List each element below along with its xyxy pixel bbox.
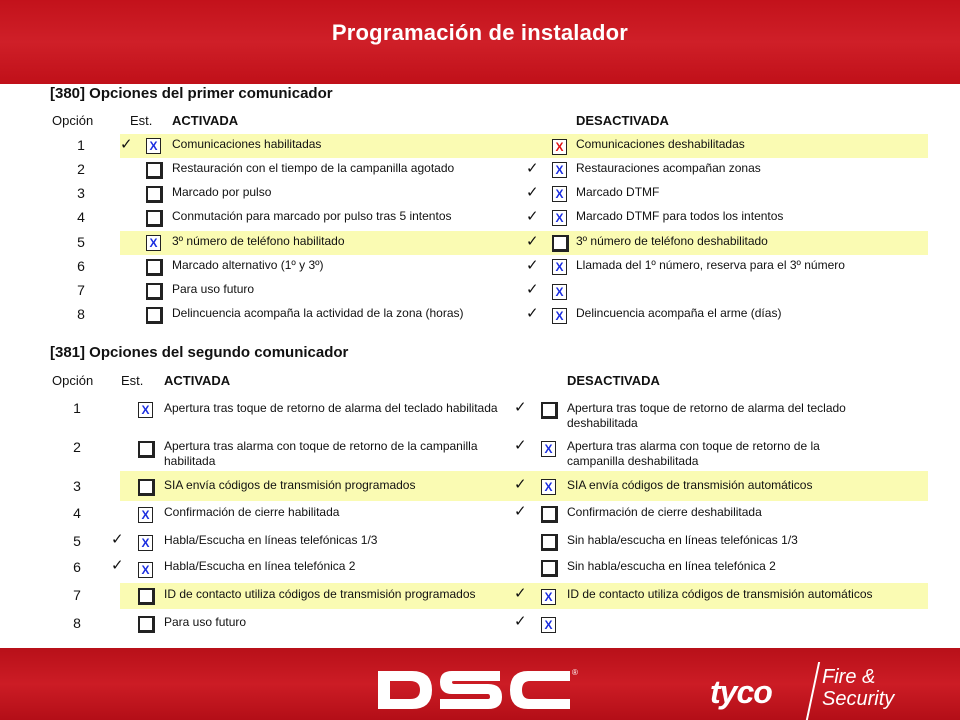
checkbox[interactable]: [146, 162, 163, 179]
x-mark[interactable]: X: [541, 617, 556, 633]
option-on-text: ID de contacto utiliza códigos de transmisión programados: [164, 587, 476, 601]
col-off-381: DESACTIVADA: [567, 373, 660, 388]
checkbox[interactable]: [138, 479, 155, 496]
checkbox[interactable]: [552, 235, 569, 252]
option-number: 1: [73, 400, 81, 416]
check-mark: ✓: [526, 207, 539, 225]
option-off-text: Sin habla/escucha en línea telefónica 2: [567, 559, 776, 573]
check-mark: ✓: [111, 530, 124, 548]
check-mark: ✓: [526, 256, 539, 274]
checkbox[interactable]: [146, 259, 163, 276]
check-mark: ✓: [120, 135, 133, 153]
checkbox[interactable]: [541, 402, 558, 419]
x-mark[interactable]: X: [541, 441, 556, 457]
check-mark: ✓: [526, 232, 539, 250]
x-mark[interactable]: X: [138, 562, 153, 578]
option-on-text: Restauración con el tiempo de la campanilla agotado: [172, 161, 455, 175]
option-off-text: ID de contacto utiliza códigos de transmisión automáticos: [567, 587, 873, 601]
check-mark: ✓: [514, 502, 527, 520]
option-number: 2: [77, 161, 85, 177]
option-on-text: Apertura tras toque de retorno de alarma del teclado habilitada: [164, 401, 498, 415]
col-state-380: Est.: [130, 113, 153, 128]
dsc-logo: [376, 667, 572, 713]
option-off-text: SIA envía códigos de transmisión automáticos: [567, 478, 813, 492]
option-off-text: Apertura tras alarma con toque de retorno de la campanilla deshabilitada: [567, 439, 820, 468]
col-on-380: ACTIVADA: [172, 113, 239, 128]
option-on-text: Para uso futuro: [164, 615, 247, 629]
option-on-text: Comunicaciones habilitadas: [172, 137, 322, 151]
x-mark[interactable]: X: [138, 402, 153, 418]
col-state-381: Est.: [121, 373, 144, 388]
option-number: 4: [73, 505, 81, 521]
x-mark[interactable]: X: [138, 535, 153, 551]
check-mark: ✓: [111, 556, 124, 574]
x-mark[interactable]: X: [146, 138, 161, 154]
checkbox[interactable]: [146, 186, 163, 203]
x-mark[interactable]: X: [541, 479, 556, 495]
option-on-text: Para uso futuro: [172, 282, 255, 296]
option-off-text: Comunicaciones deshabilitadas: [576, 137, 745, 151]
option-number: 5: [77, 234, 85, 250]
option-on-text: Delincuencia acompaña la actividad de la zona (horas): [172, 306, 464, 320]
option-off-text: Marcado DTMF para todos los intentos: [576, 209, 784, 223]
check-mark: ✓: [526, 159, 539, 177]
checkbox[interactable]: [138, 616, 155, 633]
option-off-text: Confirmación de cierre deshabilitada: [567, 505, 762, 519]
x-mark[interactable]: X: [552, 139, 567, 155]
option-number: 7: [73, 587, 81, 603]
option-number: 5: [73, 533, 81, 549]
option-number: 8: [77, 306, 85, 322]
option-off-text: 3º número de teléfono deshabilitado: [576, 234, 768, 248]
logo-divider: [806, 662, 820, 720]
col-off-380: DESACTIVADA: [576, 113, 669, 128]
checkbox[interactable]: [138, 441, 155, 458]
option-on-text: SIA envía códigos de transmisión programados: [164, 478, 416, 492]
option-on-text: Marcado por pulso: [172, 185, 272, 199]
option-number: 8: [73, 615, 81, 631]
checkbox[interactable]: [541, 506, 558, 523]
x-mark[interactable]: X: [552, 259, 567, 275]
checkbox[interactable]: [541, 534, 558, 551]
col-on-381: ACTIVADA: [164, 373, 231, 388]
header-band: [0, 0, 960, 84]
option-on-text: Marcado alternativo (1º y 3º): [172, 258, 324, 272]
col-option-380: Opción: [52, 113, 94, 128]
option-off-text: Apertura tras toque de retorno de alarma del teclado deshabilitada: [567, 401, 846, 430]
check-mark: ✓: [514, 398, 527, 416]
tyco-wordmark: tyco: [710, 674, 772, 710]
checkbox[interactable]: [146, 307, 163, 324]
check-mark: ✓: [526, 183, 539, 201]
check-mark: ✓: [526, 304, 539, 322]
security-text: Security: [822, 688, 895, 710]
page-title: Programación de instalador: [331, 20, 629, 45]
option-off-text: Llamada del 1º número, reserva para el 3º número: [576, 258, 845, 272]
option-on-text: Confirmación de cierre habilitada: [164, 505, 340, 519]
x-mark[interactable]: X: [552, 210, 567, 226]
fire-text: Fire &: [822, 666, 876, 688]
option-on-text: Conmutación para marcado por pulso tras 5 intentos: [172, 209, 452, 223]
registered-mark: ®: [572, 668, 578, 677]
check-mark: ✓: [526, 280, 539, 298]
option-off-text: Marcado DTMF: [576, 185, 660, 199]
option-number: 1: [77, 137, 85, 153]
col-option-381: Opción: [52, 373, 94, 388]
option-off-text: Restauraciones acompañan zonas: [576, 161, 761, 175]
section-381-title: [381] Opciones del segundo comunicador: [50, 344, 349, 361]
check-mark: ✓: [514, 436, 527, 454]
option-on-text: Apertura tras alarma con toque de retorno de la campanilla habilitada: [164, 439, 478, 468]
option-number: 3: [73, 478, 81, 494]
option-number: 2: [73, 439, 81, 455]
section-380-title: [380] Opciones del primer comunicador: [50, 85, 333, 102]
option-off-text: Delincuencia acompaña el arme (días): [576, 306, 782, 320]
checkbox[interactable]: [138, 588, 155, 605]
option-number: 3: [77, 185, 85, 201]
x-mark[interactable]: X: [552, 162, 567, 178]
check-mark: ✓: [514, 584, 527, 602]
x-mark[interactable]: X: [552, 308, 567, 324]
checkbox[interactable]: [146, 210, 163, 227]
option-on-text: Habla/Escucha en líneas telefónicas 1/3: [164, 533, 378, 547]
option-number: 6: [77, 258, 85, 274]
checkbox[interactable]: [146, 283, 163, 300]
checkbox[interactable]: [541, 560, 558, 577]
fire-security-text: [822, 666, 894, 710]
x-mark[interactable]: X: [541, 589, 556, 605]
x-mark[interactable]: X: [146, 235, 161, 251]
check-mark: ✓: [514, 612, 527, 630]
option-number: 6: [73, 559, 81, 575]
x-mark[interactable]: X: [552, 284, 567, 300]
x-mark[interactable]: X: [552, 186, 567, 202]
option-number: 7: [77, 282, 85, 298]
tyco-fire-security-logo: [710, 660, 900, 718]
option-on-text: 3º número de teléfono habilitado: [172, 234, 345, 248]
option-on-text: Habla/Escucha en línea telefónica 2: [164, 559, 356, 573]
check-mark: ✓: [514, 475, 527, 493]
x-mark[interactable]: X: [138, 507, 153, 523]
option-number: 4: [77, 209, 85, 225]
option-off-text: Sin habla/escucha en líneas telefónicas 1/3: [567, 533, 798, 547]
